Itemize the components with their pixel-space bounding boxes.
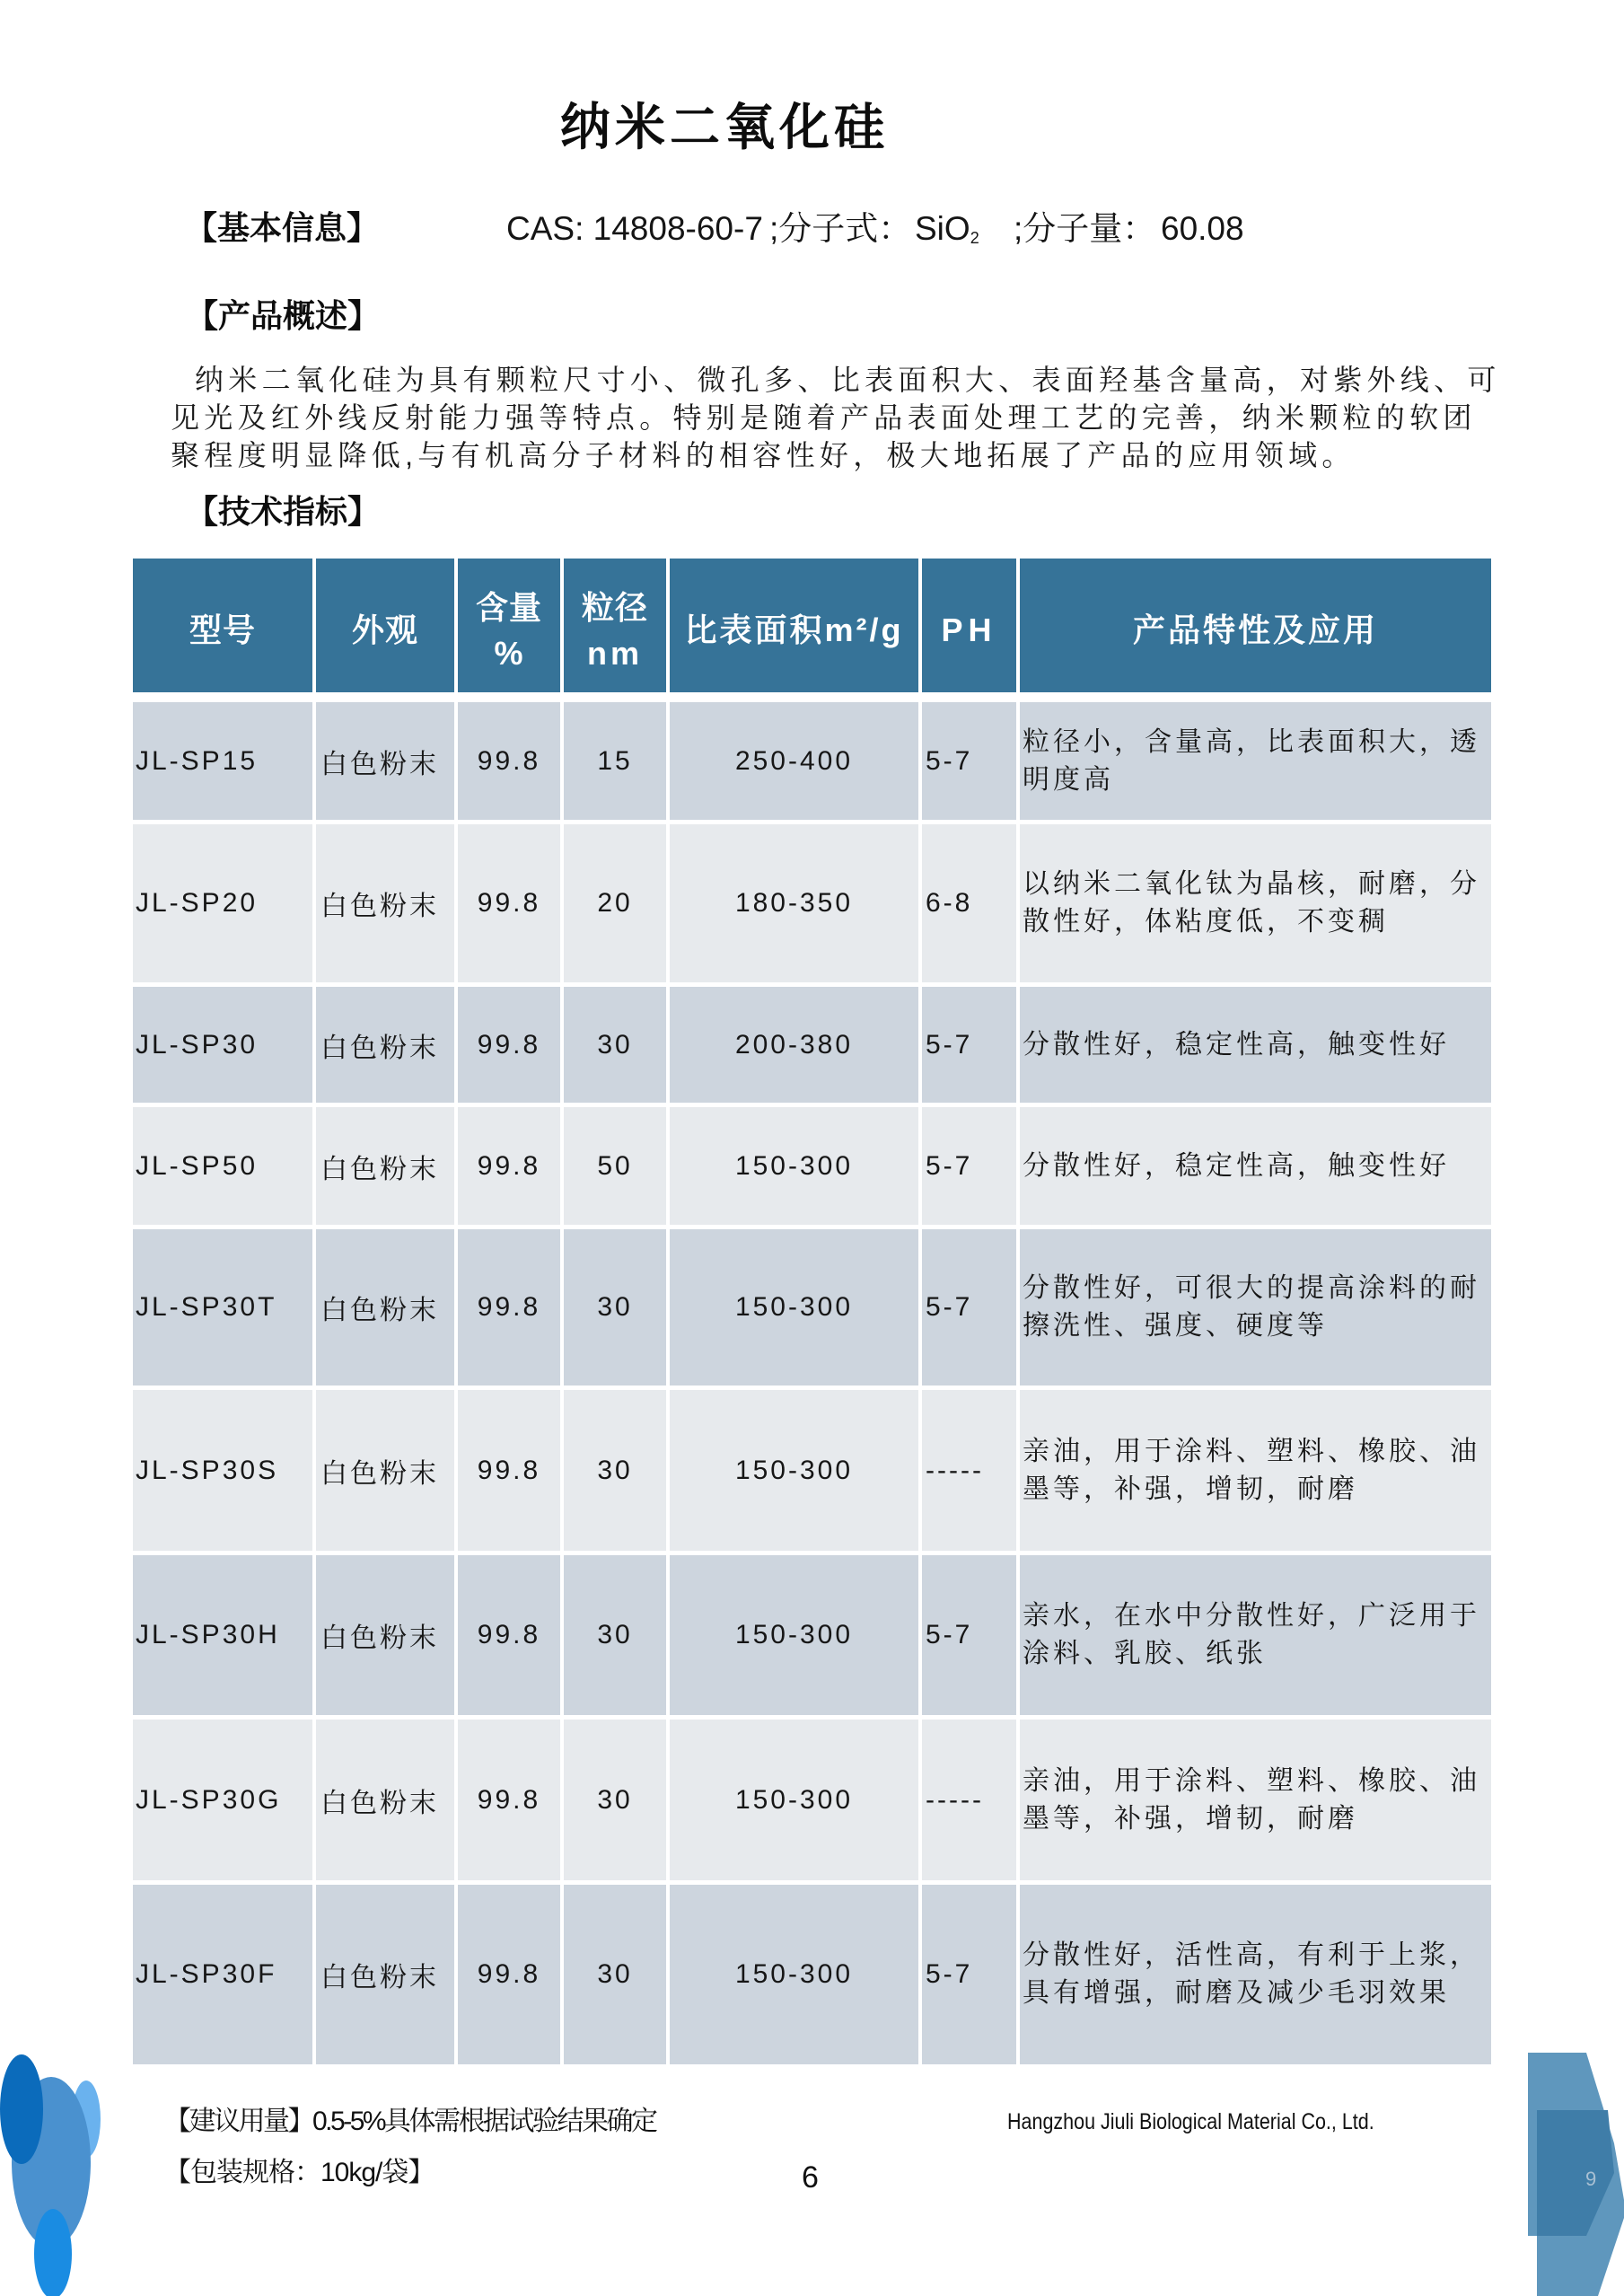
specs-heading: 【技术指标】 — [186, 493, 381, 530]
formula-subscript: 2 — [970, 229, 979, 247]
feature-line: 分散性好，稳定性高，触变性好 — [1023, 1029, 1450, 1060]
company-name: Hangzhou Jiuli Biological Material Co., Ltd. — [1007, 2109, 1374, 2134]
table-row — [133, 702, 1491, 820]
table-row — [133, 1229, 1491, 1386]
cell-features — [1020, 1390, 1491, 1551]
cell-content: 99.8 — [458, 1390, 560, 1551]
cell-surface-area: 150-300 — [670, 1555, 918, 1715]
cell-model: JL-SP15 — [133, 702, 312, 820]
cell-features — [1020, 1107, 1491, 1225]
cell-model: JL-SP20 — [133, 824, 312, 982]
cell-appearance: 白色粉末 — [316, 1555, 454, 1715]
cell-particle-size: 20 — [564, 824, 666, 982]
cell-ph: 5-7 — [922, 1555, 1016, 1715]
formula-label: ;分子式： — [769, 210, 912, 247]
cell-content: 99.8 — [458, 702, 560, 820]
cell-content: 99.8 — [458, 1885, 560, 2064]
cell-model: JL-SP30T — [133, 1229, 312, 1386]
header-label: PH — [941, 611, 997, 648]
table-row — [133, 1107, 1491, 1225]
feature-line: 散性好，体粘度低，不变稠 — [1023, 907, 1389, 937]
cell-appearance: 白色粉末 — [316, 1229, 454, 1386]
cell-content: 99.8 — [458, 1107, 560, 1225]
column-header-model — [133, 559, 312, 692]
overview-line: 见光及红外线反射能力强等特点。特别是随着产品表面处理工艺的完善，纳米颗粒的软团 — [171, 401, 1477, 434]
page-title: 纳米二氧化硅 — [560, 99, 889, 155]
decorative-bubbles-icon — [0, 2038, 117, 2296]
feature-line: 亲油，用于涂料、塑料、橡胶、油 — [1023, 1436, 1480, 1466]
header-label: 外观 — [351, 611, 418, 648]
feature-line: 墨等，补强，增韧，耐磨 — [1023, 1803, 1358, 1834]
cell-model: JL-SP30F — [133, 1885, 312, 2064]
feature-line: 亲油，用于涂料、塑料、橡胶、油 — [1023, 1765, 1480, 1796]
cas-number: CAS: 14808-60-7 — [506, 210, 763, 247]
cell-surface-area: 150-300 — [670, 1720, 918, 1880]
feature-line: 分散性好，稳定性高，触变性好 — [1023, 1150, 1450, 1181]
feature-line: 以纳米二氧化钛为晶核，耐磨，分 — [1023, 869, 1480, 899]
cell-model: JL-SP30S — [133, 1390, 312, 1551]
header-label: 比表面积m²/g — [684, 611, 904, 648]
cell-appearance: 白色粉末 — [316, 1720, 454, 1880]
cell-surface-area: 150-300 — [670, 1390, 918, 1551]
feature-line: 涂料、乳胶、纸张 — [1023, 1639, 1267, 1668]
cell-surface-area: 150-300 — [670, 1885, 918, 2064]
formula-value — [915, 209, 979, 258]
table-row — [133, 1390, 1491, 1551]
cell-surface-area: 150-300 — [670, 1107, 918, 1225]
column-header-surface-area — [670, 559, 918, 692]
cell-surface-area: 250-400 — [670, 702, 918, 820]
table-row — [133, 987, 1491, 1103]
table-row — [133, 824, 1491, 982]
cell-ph: 5-7 — [922, 1885, 1016, 2064]
overview-line: 聚程度明显降低,与有机高分子材料的相容性好，极大地拓展了产品的应用领域。 — [171, 439, 1356, 471]
cell-particle-size: 15 — [564, 702, 666, 820]
formula-base: SiO — [915, 210, 970, 247]
overview-paragraph — [171, 361, 1501, 474]
table-header-row — [133, 559, 1491, 692]
cell-appearance: 白色粉末 — [316, 702, 454, 820]
table-row — [133, 1555, 1491, 1715]
cell-particle-size: 30 — [564, 1720, 666, 1880]
cell-surface-area: 200-380 — [670, 987, 918, 1103]
feature-line: 分散性好，可很大的提高涂料的耐 — [1023, 1273, 1480, 1303]
cell-ph: 6-8 — [922, 824, 1016, 982]
cell-particle-size: 30 — [564, 1390, 666, 1551]
cell-content: 99.8 — [458, 1555, 560, 1715]
header-unit: % — [494, 634, 524, 672]
header-label: 型号 — [189, 611, 256, 648]
cell-features — [1020, 1885, 1491, 2064]
column-header-particle-size — [564, 559, 666, 692]
header-label: 产品特性及应用 — [1132, 611, 1378, 648]
cell-ph: ----- — [922, 1390, 1016, 1551]
cell-content: 99.8 — [458, 1720, 560, 1880]
cell-features — [1020, 1720, 1491, 1880]
cell-appearance: 白色粉末 — [316, 824, 454, 982]
header-label: 粒径 — [581, 588, 648, 626]
cell-model: JL-SP30H — [133, 1555, 312, 1715]
cell-model: JL-SP50 — [133, 1107, 312, 1225]
side-tab-number: 9 — [1585, 2168, 1597, 2190]
specs-table — [133, 559, 1491, 2069]
overview-heading: 【产品概述】 — [186, 297, 381, 334]
feature-line: 擦洗性、强度、硬度等 — [1023, 1311, 1328, 1341]
packaging-spec: 【包装规格：10kg/袋】 — [164, 2158, 435, 2187]
cell-ph: ----- — [922, 1720, 1016, 1880]
feature-line: 分散性好，活性高，有利于上浆， — [1023, 1940, 1480, 1970]
feature-line: 墨等，补强，增韧，耐磨 — [1023, 1473, 1358, 1504]
cell-particle-size: 30 — [564, 1555, 666, 1715]
cell-model: JL-SP30G — [133, 1720, 312, 1880]
column-header-ph — [922, 559, 1016, 692]
column-header-features — [1020, 559, 1491, 692]
feature-line: 粒径小，含量高，比表面积大，透 — [1023, 726, 1480, 757]
feature-line: 具有增强，耐磨及减少毛羽效果 — [1023, 1978, 1450, 2008]
cell-features — [1020, 1555, 1491, 1715]
cell-features — [1020, 702, 1491, 820]
column-header-appearance — [316, 559, 454, 692]
column-header-content — [458, 559, 560, 692]
page-tab-arrow-icon — [1522, 2047, 1624, 2296]
cell-model: JL-SP30 — [133, 987, 312, 1103]
cell-particle-size: 50 — [564, 1107, 666, 1225]
cell-ph: 5-7 — [922, 1229, 1016, 1386]
overview-line: 纳米二氧化硅为具有颗粒尺寸小、微孔多、比表面积大、表面羟基含量高，对紫外线、可 — [195, 364, 1501, 396]
basic-info-heading: 【基本信息】 — [185, 209, 380, 246]
cell-features — [1020, 824, 1491, 982]
header-label: 含量 — [475, 588, 542, 626]
cell-content: 99.8 — [458, 824, 560, 982]
cell-surface-area: 150-300 — [670, 1229, 918, 1386]
cell-appearance: 白色粉末 — [316, 1107, 454, 1225]
page-number: 6 — [802, 2160, 819, 2195]
cell-particle-size: 30 — [564, 987, 666, 1103]
table-row — [133, 1885, 1491, 2064]
cell-features — [1020, 1229, 1491, 1386]
molecular-weight-value: 60.08 — [1161, 210, 1244, 247]
feature-line: 明度高 — [1023, 764, 1114, 795]
feature-line: 亲水，在水中分散性好，广泛用于 — [1023, 1601, 1480, 1631]
recommended-dosage: 【建议用量】0.5-5%具体需根据试验结果确定 — [164, 2107, 656, 2136]
cell-features — [1020, 987, 1491, 1103]
cell-content: 99.8 — [458, 987, 560, 1103]
cell-content: 99.8 — [458, 1229, 560, 1386]
cell-ph: 5-7 — [922, 702, 1016, 820]
cell-ph: 5-7 — [922, 1107, 1016, 1225]
cell-particle-size: 30 — [564, 1229, 666, 1386]
cell-surface-area: 180-350 — [670, 824, 918, 982]
cell-appearance: 白色粉末 — [316, 987, 454, 1103]
cell-ph: 5-7 — [922, 987, 1016, 1103]
molecular-weight-label: ;分子量： — [1014, 210, 1156, 247]
header-unit: nm — [587, 634, 643, 672]
table-row — [133, 1720, 1491, 1880]
cell-appearance: 白色粉末 — [316, 1885, 454, 2064]
cell-appearance: 白色粉末 — [316, 1390, 454, 1551]
cell-particle-size: 30 — [564, 1885, 666, 2064]
